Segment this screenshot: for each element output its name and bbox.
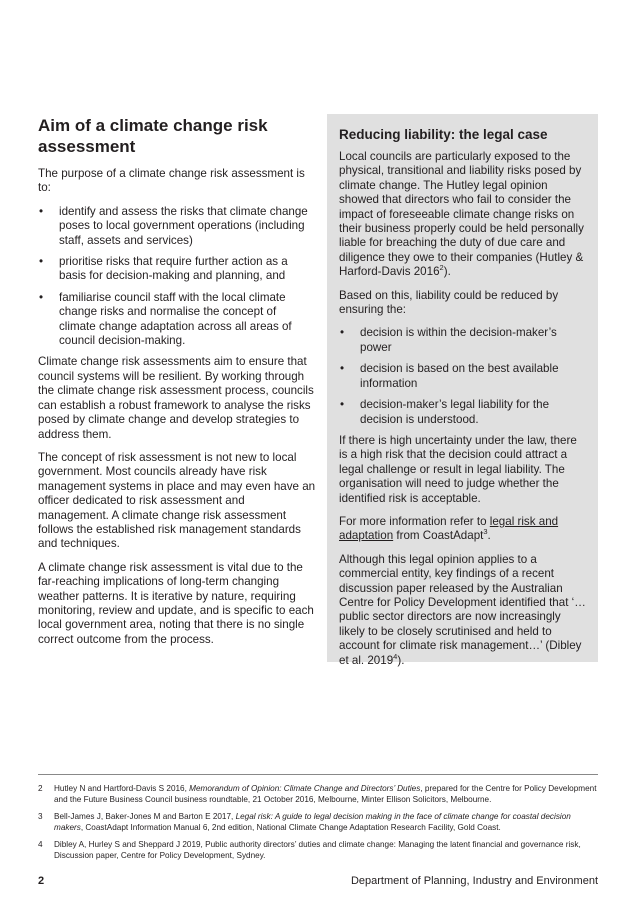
footnote-ref[interactable]: 3 (483, 527, 488, 537)
list-item: • prioritise risks that require further action as a basis for decision-making and planning, and (39, 255, 288, 283)
list-item: • decision is within the decision-maker’s power (340, 326, 557, 354)
purpose-list (38, 205, 316, 349)
callout-heading: Reducing liability: the legal case (339, 127, 548, 142)
body-paragraph: A climate change risk assessment is vital due to the far-reaching implications of long-term changing weather patterns. It is iterative by nature, requiring monitoring, review and update, and is specific to each local government area, noting that there is no single correct outcome from the process. (38, 560, 314, 646)
main-column (38, 115, 316, 656)
bullet-icon: • (39, 290, 44, 304)
footnote: 3 Bell-James J, Baker-Jones M and Barton E 2017, Legal risk: A guide to legal decision making in the face of climate change for coastal decision makers, CoastAdapt Information Manual 6, 2nd edition, National Climate Change Adaptation Research Facility, Gold Coast. (38, 812, 571, 832)
body-paragraph: The concept of risk assessment is not new to local government. Most councils already have risk management systems in place and may even have an officer dedicated to risk assessment and management. A climate change risk assessment follows the established risk management standards and techniques. (38, 450, 316, 551)
bullet-icon: • (340, 398, 345, 412)
bullet-icon: • (340, 326, 345, 340)
footnote-divider (38, 774, 598, 775)
callout-paragraph: Local councils are particularly exposed to the physical, transitional and liability risks posed by climate change. The Hutley legal opinion showed that directors who fail to consider the impact of foreseeable climate change risks on their business properly could be held personally liable for breaching the duty of due care and diligence they owe to their companies (Hutley & Harford-Davis 2016$^2$). (339, 150, 584, 279)
footnotes (38, 783, 598, 867)
section-heading: Aim of a climate change risk assessment (38, 116, 268, 156)
callout-paragraph: If there is high uncertainty under the law, there is a high risk that the decision could attract a legal challenge or result in legal liability. The organisation will need to judge whether the identified risk is acceptable. (339, 433, 577, 505)
list-item: • identify and assess the risks that climate change poses to local government operations (including staff, assets and services) (39, 204, 308, 247)
footnote: 4 Dibley A, Hurley S and Sheppard J 2019, Public authority directors’ duties and climate change: Managing the latent financial and governance risk, Discussion paper, Centre for Policy Development, Sydney. (38, 840, 581, 860)
footnote: 2 Hutley N and Hartford-Davis S 2016, Memorandum of Opinion: Climate Change and Directors’ Duties, prepared for the Centre for Policy Development and the Future Business Council business roundtable, 21 October 2016, Melbourne, Minter Ellison Solicitors, Melbourne. (38, 784, 597, 804)
list-item: • decision is based on the best available information (340, 362, 559, 390)
legal-risk-link[interactable]: legal risk and adaptation (339, 514, 559, 543)
bullet-icon: • (39, 204, 44, 218)
bullet-icon: • (340, 362, 345, 376)
callout-paragraph: Although this legal opinion applies to a commercial entity, key findings of a recent discussion paper released by the Australian Centre for Policy Development identified that ‘… public sector directors are now increasingly likely to be closely scrutinised and held to account for climate risk management…’ (Dibley et al. 2019$^4$). (339, 552, 586, 667)
list-item: • decision-maker’s legal liability for the decision is understood. (340, 398, 550, 426)
intro-paragraph: The purpose of a climate change risk assessment is to: (38, 167, 305, 195)
bullet-icon: • (39, 255, 44, 269)
legal-case-callout (327, 114, 598, 667)
list-item: • familiarise council staff with the local climate change risks and normalise the concept of climate change adaptation across all areas of council decision-making. (39, 290, 292, 348)
footnote-ref[interactable]: 2 (439, 263, 444, 273)
footnote-ref[interactable]: 4 (393, 651, 398, 661)
callout-paragraph: Based on this, liability could be reduced by ensuring the: (339, 288, 559, 317)
liability-list (339, 326, 586, 426)
callout-paragraph: For more information refer to legal risk and adaptation from CoastAdapt$^3$. (339, 514, 559, 543)
department-name: Department of Planning, Industry and Environment (350, 875, 598, 887)
body-paragraph: Climate change risk assessments aim to ensure that council systems will be resilient. By working through the climate change risk assessment process, councils can establish a robust framework to analyse the risks posed by climate change and develop strategies to address them. (38, 355, 314, 441)
page-number: 2 (38, 875, 45, 887)
